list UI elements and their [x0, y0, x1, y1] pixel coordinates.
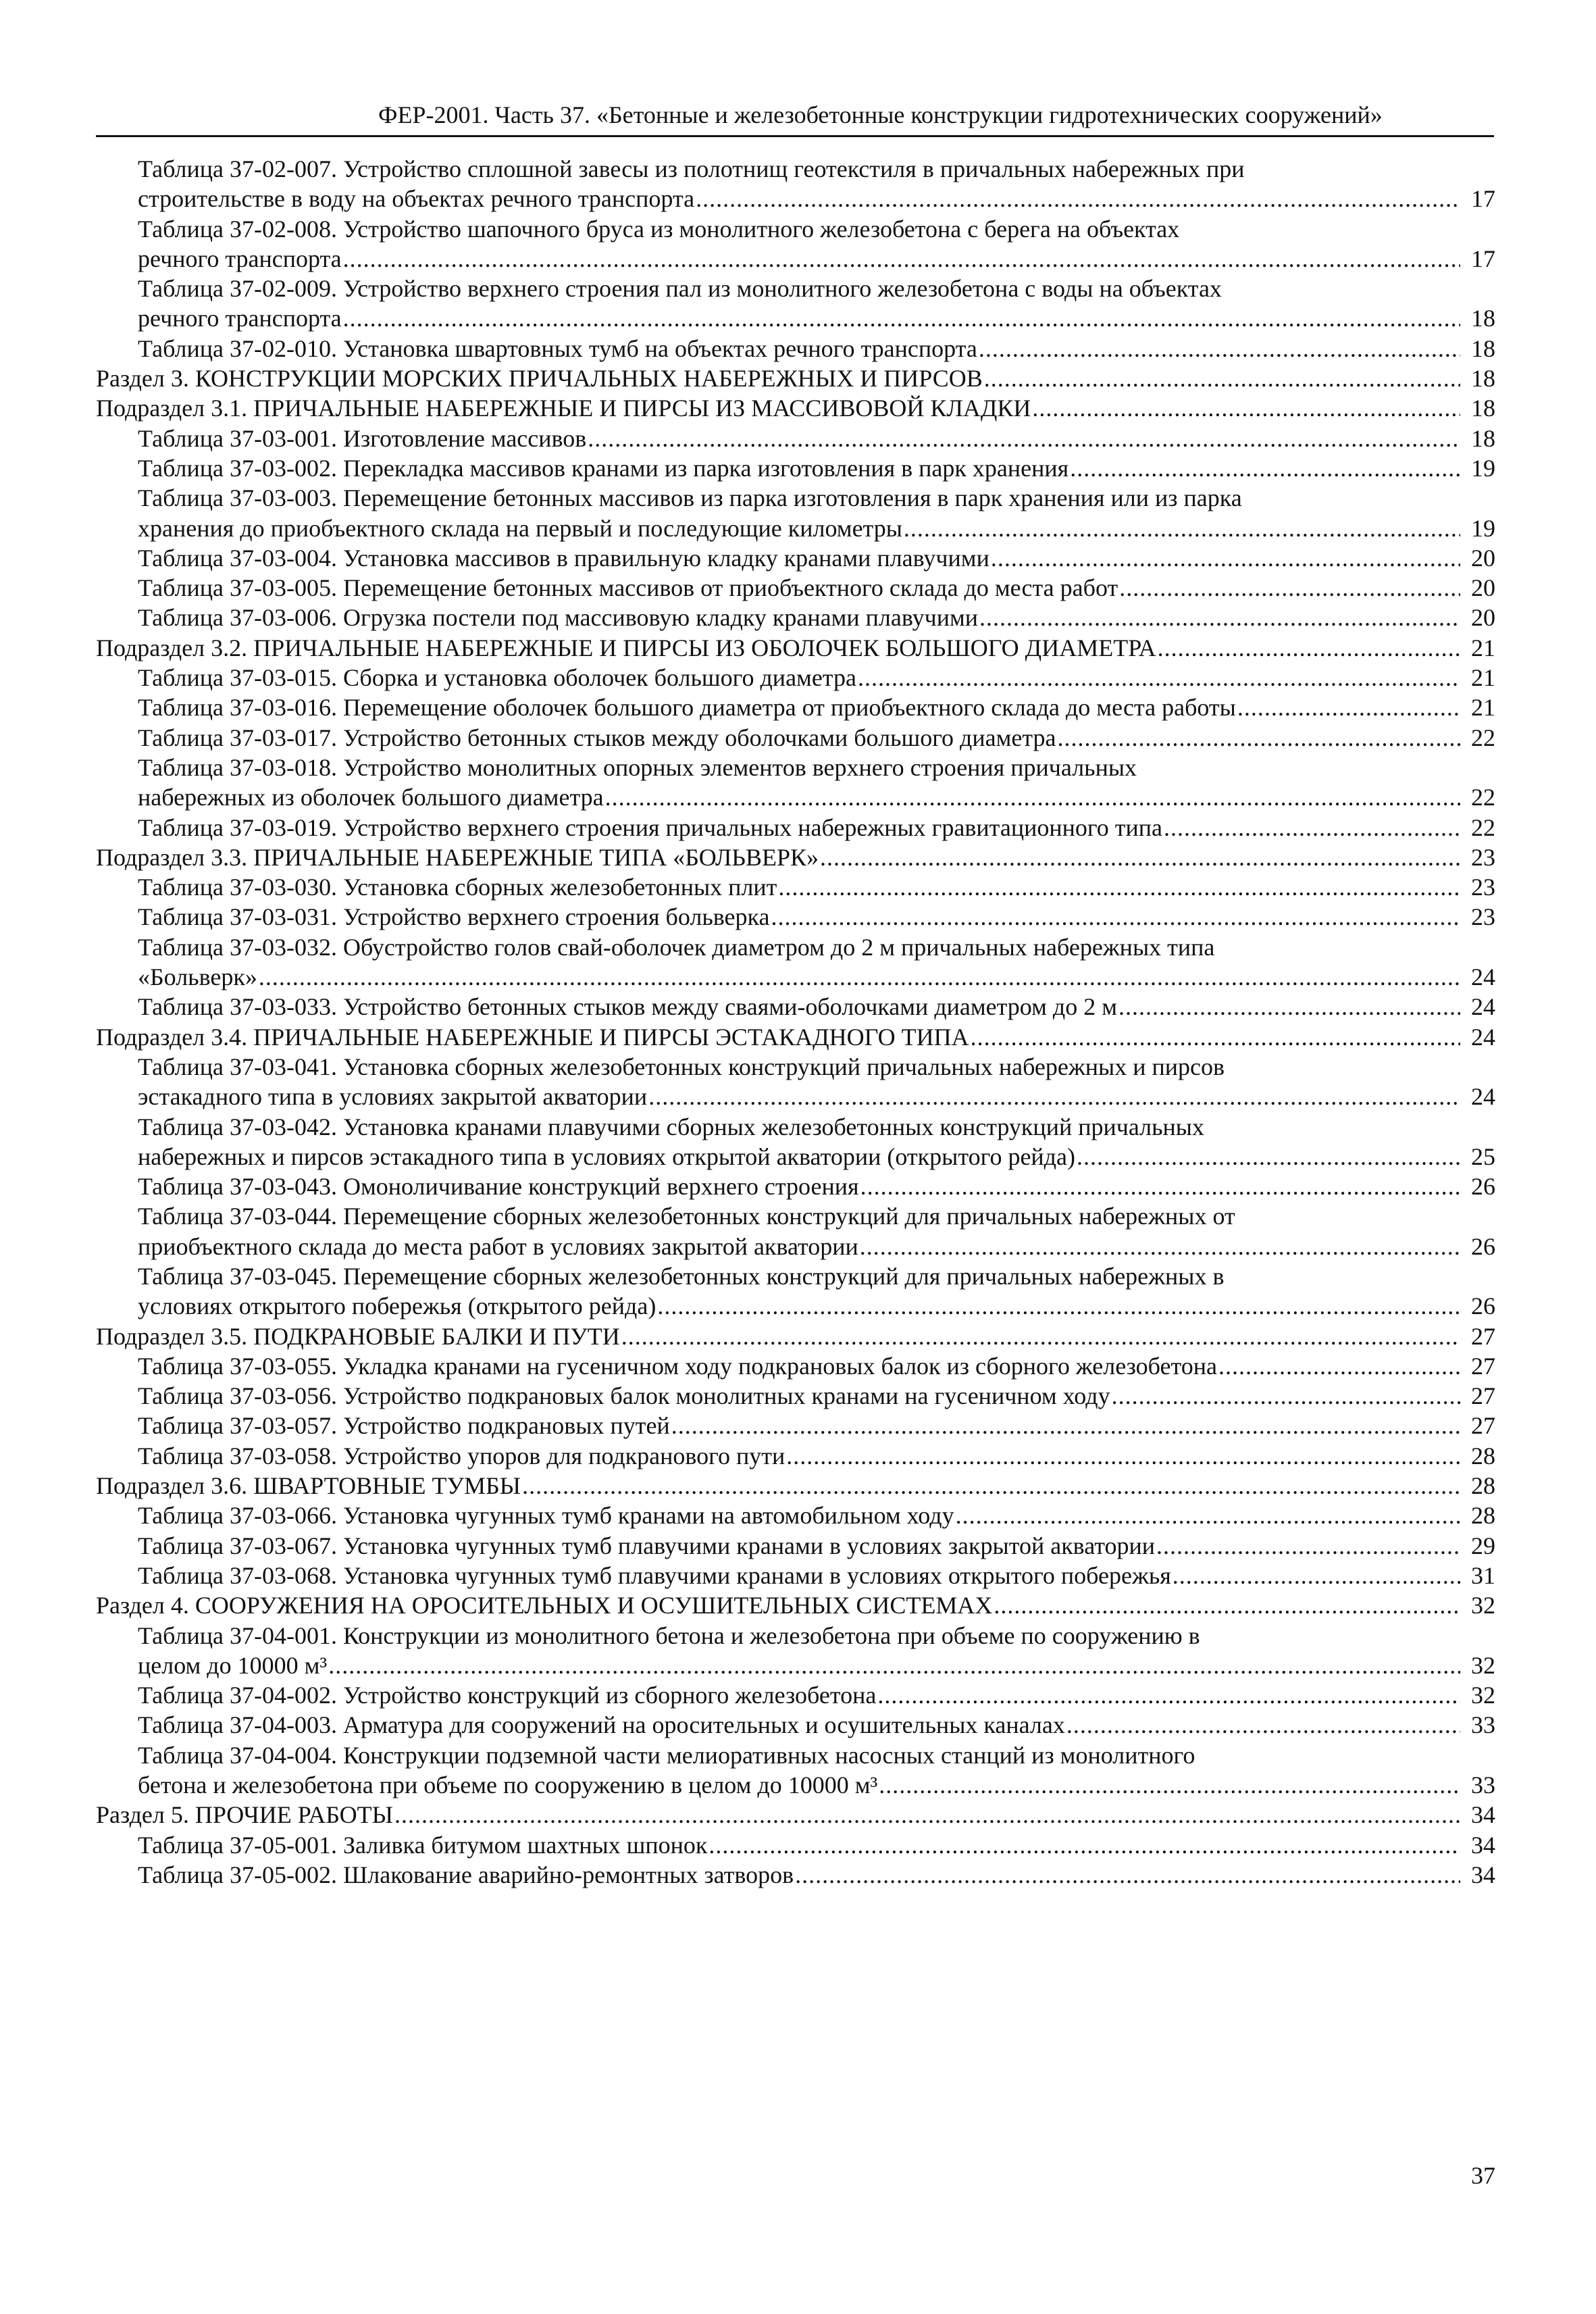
leader-dots	[328, 1651, 1460, 1680]
toc-section-entry	[96, 1800, 1495, 1830]
toc-entry-text: Таблица 37-03-067. Установка чугунных тумб плавучими кранами в условиях закрытой акватории	[138, 1532, 1156, 1559]
toc-entry-text: Таблица 37-03-005. Перемещение бетонных массивов от приобъектного склада до места работ	[138, 574, 1118, 602]
toc-table-entry	[96, 573, 1495, 603]
toc-table-entry	[96, 1621, 1495, 1681]
toc-page-number: 23	[1471, 903, 1495, 931]
toc-entry-text: Таблица 37-03-045. Перемещение сборных железобетонных конструкций для причальных набережных в	[138, 1262, 1225, 1290]
toc-entry-row	[138, 663, 1495, 693]
toc-entry-row	[138, 1082, 1495, 1111]
toc-page-number: 33	[1471, 1771, 1495, 1799]
toc-table-entry	[96, 753, 1495, 813]
toc-entry-row	[138, 813, 1495, 842]
toc-entry-text: Таблица 37-03-044. Перемещение сборных железобетонных конструкций для причальных набережных от	[138, 1203, 1235, 1230]
leader-dots	[657, 1291, 1460, 1321]
toc-entry-row	[138, 1830, 1495, 1860]
leader-dots	[971, 1022, 1460, 1052]
toc-table-entry	[96, 693, 1495, 722]
toc-page-number: 34	[1471, 1831, 1495, 1859]
toc-page-number: 21	[1471, 694, 1495, 722]
toc-entry-text: Таблица 37-03-031. Устройство верхнего строения больверка	[138, 903, 770, 931]
leader-dots	[1058, 723, 1460, 753]
toc-entry-text: Таблица 37-04-004. Конструкции подземной части мелиоративных насосных станций из монолитного	[138, 1741, 1195, 1769]
leader-dots	[696, 184, 1460, 213]
toc-entry-text: набережных и пирсов эстакадного типа в условиях открытой акватории (открытого рейда)	[138, 1142, 1075, 1170]
toc-table-entry	[96, 1680, 1495, 1710]
running-header: ФЕР-2001. Часть 37. «Бетонные и железобетонные конструкции гидротехнических сооружений»	[378, 101, 1383, 128]
toc-page-number: 33	[1471, 1711, 1495, 1739]
toc-page-number: 34	[1471, 1861, 1495, 1888]
toc-entry-text: Таблица 37-05-001. Заливка битумом шахтных шпонок	[138, 1831, 708, 1859]
toc-entry-text: Таблица 37-03-003. Перемещение бетонных массивов из парка изготовления в парк хранения или из парка	[138, 484, 1242, 512]
toc-entry-text: Таблица 37-03-042. Установка кранами плавучими сборных железобетонных конструкций причальных	[138, 1113, 1204, 1140]
toc-entry-text: Раздел 3. КОНСТРУКЦИИ МОРСКИХ ПРИЧАЛЬНЫХ НАБЕРЕЖНЫХ И ПИРСОВ	[96, 365, 983, 393]
toc-page-number: 32	[1471, 1682, 1495, 1709]
toc-table-entry	[96, 603, 1495, 632]
leader-dots	[671, 1411, 1460, 1440]
toc-table-entry	[96, 154, 1495, 214]
toc-section-entry	[96, 1022, 1495, 1052]
toc-section-entry	[96, 1590, 1495, 1620]
leader-dots	[1237, 693, 1460, 722]
leader-dots	[1066, 1710, 1460, 1740]
toc-entry-row	[96, 393, 1495, 423]
toc-table-entry	[96, 1261, 1495, 1322]
toc-table-entry	[96, 1830, 1495, 1860]
leader-dots	[1112, 1381, 1460, 1411]
toc-table-entry	[96, 932, 1495, 992]
toc-page-number: 28	[1471, 1472, 1495, 1500]
toc-table-entry	[96, 483, 1495, 543]
toc-entry-text: набережных из оболочек большого диаметра	[138, 784, 604, 811]
toc-entry-row	[96, 633, 1495, 663]
header-rule	[96, 135, 1494, 137]
toc-entry-row	[138, 1680, 1495, 1710]
leader-dots	[858, 663, 1460, 693]
toc-page-number: 25	[1471, 1142, 1495, 1170]
toc-page-number: 19	[1471, 454, 1495, 482]
toc-page-number: 20	[1471, 604, 1495, 632]
toc-entry-text: Подраздел 3.6. ШВАРТОВНЫЕ ТУМБЫ	[96, 1472, 521, 1500]
toc-entry-row	[138, 872, 1495, 902]
toc-page-number: 34	[1471, 1801, 1495, 1829]
toc-entry-text: Таблица 37-03-002. Перекладка массивов кранами из парка изготовления в парк хранения	[138, 454, 1069, 482]
toc-page-number: 20	[1471, 544, 1495, 572]
table-of-contents	[96, 154, 1495, 1890]
leader-dots	[860, 1172, 1460, 1201]
toc-table-entry	[96, 1172, 1495, 1201]
toc-page-number: 23	[1471, 843, 1495, 871]
toc-page-number: 26	[1471, 1173, 1495, 1201]
toc-table-entry	[96, 1052, 1495, 1112]
leader-dots	[1070, 453, 1460, 483]
toc-page-number: 26	[1471, 1232, 1495, 1260]
toc-entry-text: Таблица 37-03-056. Устройство подкрановых балок монолитных кранами на гусеничном ходу	[138, 1382, 1110, 1410]
toc-entry-text: Подраздел 3.2. ПРИЧАЛЬНЫЕ НАБЕРЕЖНЫЕ И ПИРСЫ ИЗ ОБОЛОЧЕК БОЛЬШОГО ДИАМЕТРА	[96, 634, 1156, 661]
leader-dots	[522, 1471, 1460, 1501]
toc-table-entry	[96, 1561, 1495, 1590]
leader-dots	[1119, 573, 1460, 603]
leader-dots	[956, 1501, 1460, 1530]
toc-table-entry	[96, 1441, 1495, 1471]
toc-table-entry	[96, 1112, 1495, 1172]
toc-table-entry	[96, 902, 1495, 932]
toc-entry-row	[138, 603, 1495, 632]
toc-entry-text: Таблица 37-02-010. Установка швартовных тумб на объектах речного транспорта	[138, 334, 977, 362]
toc-entry-row	[138, 1710, 1495, 1740]
leader-dots	[820, 842, 1460, 872]
toc-page-number: 27	[1471, 1412, 1495, 1440]
toc-table-entry	[96, 663, 1495, 693]
toc-entry-text: Подраздел 3.4. ПРИЧАЛЬНЫЕ НАБЕРЕЖНЫЕ И ПИРСЫ ЭСТАКАДНОГО ТИПА	[96, 1023, 969, 1051]
toc-page-number: 21	[1471, 664, 1495, 692]
toc-entry-text: Таблица 37-03-033. Устройство бетонных стыков между сваями-оболочками диаметром до 2 м	[138, 993, 1118, 1021]
toc-page-number: 22	[1471, 724, 1495, 751]
leader-dots	[778, 872, 1460, 902]
toc-entry-row	[96, 1590, 1495, 1620]
toc-entry-row	[96, 1471, 1495, 1501]
toc-page-number: 18	[1471, 395, 1495, 422]
toc-entry-row	[138, 1651, 1495, 1680]
toc-page-number: 26	[1471, 1292, 1495, 1320]
toc-table-entry	[96, 872, 1495, 902]
toc-entry-text: эстакадного типа в условиях закрытой акватории	[138, 1083, 648, 1111]
leader-dots	[394, 1800, 1460, 1830]
toc-entry-row	[138, 513, 1495, 543]
toc-entry-text: Таблица 37-05-002. Шлакование аварийно-ремонтных затворов	[138, 1861, 794, 1888]
toc-entry-text: Раздел 4. СООРУЖЕНИЯ НА ОРОСИТЕЛЬНЫХ И ОСУШИТЕЛЬНЫХ СИСТЕМАХ	[96, 1592, 993, 1619]
toc-entry-row	[138, 723, 1495, 753]
toc-entry-row	[138, 1232, 1495, 1261]
toc-section-entry	[96, 363, 1495, 393]
toc-page-number: 17	[1471, 185, 1495, 213]
toc-entry-text: условиях открытого побережья (открытого рейда)	[138, 1292, 657, 1320]
toc-page-number: 24	[1471, 963, 1495, 991]
toc-entry-text: Таблица 37-03-018. Устройство монолитных опорных элементов верхнего строения причальных	[138, 753, 1137, 781]
toc-entry-text: Подраздел 3.5. ПОДКРАНОВЫЕ БАЛКИ И ПУТИ	[96, 1322, 620, 1350]
leader-dots	[621, 1322, 1460, 1351]
toc-entry-text: Таблица 37-03-019. Устройство верхнего строения причальных набережных гравитационного типа	[138, 813, 1162, 841]
toc-page-number: 24	[1471, 993, 1495, 1021]
toc-page-number: 20	[1471, 574, 1495, 602]
toc-table-entry	[96, 1860, 1495, 1890]
toc-entry-row	[138, 1172, 1495, 1201]
toc-page-number: 22	[1471, 784, 1495, 811]
toc-page-number: 29	[1471, 1532, 1495, 1559]
toc-section-entry	[96, 1471, 1495, 1501]
toc-page-number: 32	[1471, 1651, 1495, 1679]
toc-page-number: 23	[1471, 874, 1495, 901]
toc-table-entry	[96, 1531, 1495, 1561]
leader-dots	[709, 1830, 1460, 1860]
toc-entry-text: Таблица 37-03-032. Обустройство голов свай-оболочек диаметром до 2 м причальных набережных типа	[138, 933, 1215, 961]
toc-entry-text: Таблица 37-03-016. Перемещение оболочек большого диаметра от приобъектного склада до места работы	[138, 694, 1236, 722]
toc-page-number: 24	[1471, 1023, 1495, 1051]
toc-page-number: 24	[1471, 1083, 1495, 1111]
toc-page-number: 31	[1471, 1561, 1495, 1589]
toc-entry-row	[138, 693, 1495, 722]
toc-entry-row	[138, 303, 1495, 333]
toc-entry-row	[138, 573, 1495, 603]
leader-dots	[1218, 1351, 1460, 1381]
leader-dots	[605, 782, 1460, 812]
toc-table-entry	[96, 1351, 1495, 1381]
leader-dots	[1032, 393, 1460, 423]
toc-entry-text: строительстве в воду на объектах речного транспорта	[138, 185, 695, 213]
page-number: 37	[1471, 2162, 1495, 2189]
toc-section-entry	[96, 633, 1495, 663]
toc-entry-text: Таблица 37-03-006. Огрузка постели под массивовую кладку кранами плавучими	[138, 604, 979, 632]
toc-entry-text: Таблица 37-03-043. Омоноличивание конструкций верхнего строения	[138, 1173, 859, 1201]
leader-dots	[877, 1680, 1460, 1710]
leader-dots	[786, 1441, 1460, 1471]
toc-table-entry	[96, 453, 1495, 483]
leader-dots	[1077, 1142, 1460, 1172]
toc-entry-row	[138, 1501, 1495, 1530]
leader-dots	[1164, 813, 1460, 842]
toc-entry-text: Подраздел 3.3. ПРИЧАЛЬНЫЕ НАБЕРЕЖНЫЕ ТИПА «БОЛЬВЕРК»	[96, 843, 819, 871]
toc-entry-text: Таблица 37-03-066. Установка чугунных тумб кранами на автомобильном ходу	[138, 1502, 954, 1530]
toc-entry-text: «Больверк»	[138, 963, 257, 991]
toc-entry-row	[138, 962, 1495, 992]
toc-entry-text: хранения до приобъектного склада на первый и последующие километры	[138, 514, 902, 542]
toc-entry-row	[138, 1561, 1495, 1590]
toc-page-number: 32	[1471, 1592, 1495, 1619]
leader-dots	[979, 603, 1460, 632]
toc-page-number: 19	[1471, 514, 1495, 542]
leader-dots	[904, 513, 1460, 543]
toc-table-entry	[96, 1710, 1495, 1740]
toc-page-number: 22	[1471, 813, 1495, 841]
toc-entry-row	[138, 1411, 1495, 1440]
toc-table-entry	[96, 274, 1495, 334]
toc-entry-text: речного транспорта	[138, 305, 342, 332]
toc-entry-text: Таблица 37-03-041. Установка сборных железобетонных конструкций причальных набережных и пирсов	[138, 1053, 1225, 1080]
toc-entry-text: Раздел 5. ПРОЧИЕ РАБОТЫ	[96, 1801, 393, 1829]
toc-entry-text: бетона и железобетона при объеме по сооружению в целом до 10000 м³	[138, 1771, 878, 1799]
toc-entry-row	[138, 1860, 1495, 1890]
toc-page-number: 18	[1471, 334, 1495, 362]
toc-entry-text: Таблица 37-03-001. Изготовление массивов	[138, 424, 587, 452]
leader-dots	[771, 902, 1460, 932]
leader-dots	[795, 1860, 1460, 1890]
leader-dots	[588, 424, 1460, 453]
toc-page-number: 17	[1471, 245, 1495, 272]
toc-entry-text: Подраздел 3.1. ПРИЧАЛЬНЫЕ НАБЕРЕЖНЫЕ И ПИРСЫ ИЗ МАССИВОВОЙ КЛАДКИ	[96, 395, 1031, 422]
toc-entry-text: Таблица 37-03-055. Укладка кранами на гусеничном ходу подкрановых балок из сборного железобетона	[138, 1352, 1217, 1380]
leader-dots	[860, 1232, 1460, 1261]
toc-entry-row	[96, 363, 1495, 393]
leader-dots	[879, 1770, 1460, 1800]
toc-table-entry	[96, 424, 1495, 453]
toc-entry-row	[138, 184, 1495, 213]
toc-entry-row	[138, 543, 1495, 573]
toc-entry-text: речного транспорта	[138, 245, 342, 272]
toc-entry-text: приобъектного склада до места работ в условиях закрытой акватории	[138, 1232, 858, 1260]
leader-dots	[343, 244, 1460, 274]
leader-dots	[984, 363, 1460, 393]
toc-table-entry	[96, 1381, 1495, 1411]
leader-dots	[343, 303, 1460, 333]
toc-entry-text: Таблица 37-03-057. Устройство подкрановых путей	[138, 1412, 670, 1440]
toc-entry-row	[96, 1800, 1495, 1830]
leader-dots	[1173, 1561, 1460, 1590]
toc-entry-row	[138, 1351, 1495, 1381]
leader-dots	[1118, 992, 1460, 1022]
toc-entry-row	[138, 1441, 1495, 1471]
toc-entry-row	[138, 1142, 1495, 1172]
toc-entry-row	[138, 1381, 1495, 1411]
toc-table-entry	[96, 813, 1495, 842]
toc-entry-text: Таблица 37-02-008. Устройство шапочного бруса из монолитного железобетона с берега на объектах	[138, 215, 1180, 243]
leader-dots	[648, 1082, 1460, 1111]
toc-page-number: 27	[1471, 1382, 1495, 1410]
toc-entry-text: Таблица 37-03-068. Установка чугунных тумб плавучими кранами в условиях открытого побережья	[138, 1561, 1171, 1589]
toc-entry-text: Таблица 37-04-002. Устройство конструкций из сборного железобетона	[138, 1682, 877, 1709]
toc-entry-row	[96, 1022, 1495, 1052]
toc-table-entry	[96, 1501, 1495, 1530]
toc-table-entry	[96, 1411, 1495, 1440]
toc-page-number: 18	[1471, 365, 1495, 393]
toc-entry-row	[138, 902, 1495, 932]
toc-table-entry	[96, 992, 1495, 1022]
toc-entry-row	[138, 334, 1495, 363]
toc-entry-text: Таблица 37-03-015. Сборка и установка оболочек большого диаметра	[138, 664, 856, 692]
toc-table-entry	[96, 1740, 1495, 1801]
toc-page-number: 28	[1471, 1502, 1495, 1530]
toc-entry-row	[96, 1322, 1495, 1351]
toc-entry-row	[138, 1531, 1495, 1561]
toc-page-number: 18	[1471, 424, 1495, 452]
toc-table-entry	[96, 543, 1495, 573]
toc-entry-row	[138, 782, 1495, 812]
toc-entry-text: Таблица 37-03-017. Устройство бетонных стыков между оболочками большого диаметра	[138, 724, 1056, 751]
leader-dots	[994, 1590, 1460, 1620]
leader-dots	[991, 543, 1460, 573]
toc-entry-row	[138, 1291, 1495, 1321]
leader-dots	[979, 334, 1460, 363]
toc-page-number: 28	[1471, 1442, 1495, 1469]
toc-table-entry	[96, 1201, 1495, 1261]
toc-entry-row	[138, 992, 1495, 1022]
toc-entry-row	[96, 842, 1495, 872]
toc-entry-text: Таблица 37-03-004. Установка массивов в правильную кладку кранами плавучими	[138, 544, 989, 572]
toc-entry-row	[138, 424, 1495, 453]
toc-table-entry	[96, 334, 1495, 363]
toc-page-number: 27	[1471, 1352, 1495, 1380]
toc-entry-row	[138, 453, 1495, 483]
toc-table-entry	[96, 723, 1495, 753]
toc-table-entry	[96, 214, 1495, 274]
leader-dots	[259, 962, 1460, 992]
toc-page-number: 21	[1471, 634, 1495, 661]
toc-entry-text: целом до 10000 м³	[138, 1651, 328, 1679]
toc-entry-row	[138, 244, 1495, 274]
toc-entry-row	[138, 1770, 1495, 1800]
toc-entry-text: Таблица 37-03-058. Устройство упоров для подкранового пути	[138, 1442, 786, 1469]
leader-dots	[1158, 633, 1460, 663]
toc-section-entry	[96, 393, 1495, 423]
toc-entry-text: Таблица 37-02-007. Устройство сплошной завесы из полотнищ геотекстиля в причальных набережных при	[138, 155, 1245, 182]
leader-dots	[1156, 1531, 1460, 1561]
toc-entry-text: Таблица 37-02-009. Устройство верхнего строения пал из монолитного железобетона с воды на объектах	[138, 275, 1222, 303]
toc-page-number: 27	[1471, 1322, 1495, 1350]
toc-entry-text: Таблица 37-04-001. Конструкции из монолитного бетона и железобетона при объеме по сооружению в	[138, 1621, 1200, 1649]
toc-section-entry	[96, 842, 1495, 872]
toc-entry-text: Таблица 37-04-003. Арматура для сооружений на оросительных и осушительных каналах	[138, 1711, 1065, 1739]
toc-section-entry	[96, 1322, 1495, 1351]
toc-page-number: 18	[1471, 305, 1495, 332]
toc-entry-text: Таблица 37-03-030. Установка сборных железобетонных плит	[138, 874, 777, 901]
